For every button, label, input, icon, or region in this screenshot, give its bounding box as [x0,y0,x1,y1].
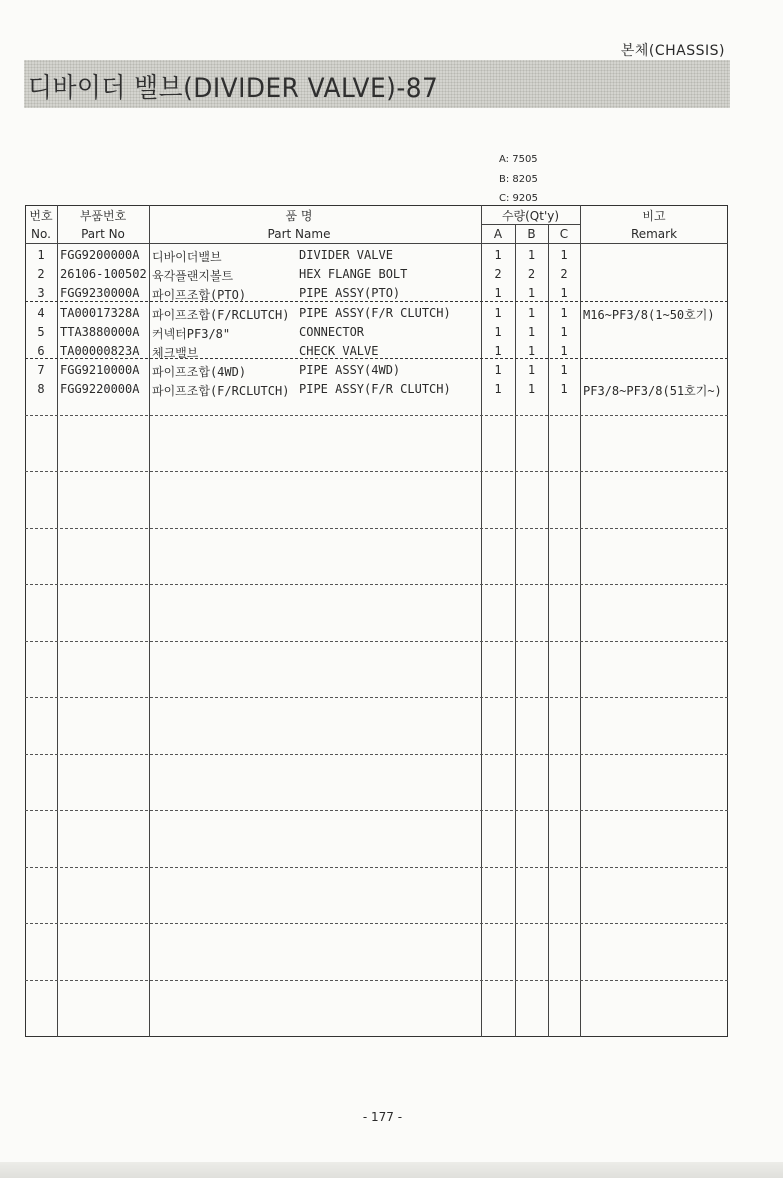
row-separator [25,528,728,529]
row-separator [25,641,728,642]
row-qty-c: 1 [560,382,568,396]
header-qty-a: A [493,227,503,241]
row-qty-c: 1 [560,286,568,300]
row-name-ko: 체크밸브 [152,346,199,360]
row-separator [25,980,728,981]
row-no: 5 [37,325,45,339]
row-no: 4 [37,306,45,320]
row-remark: PF3/8~PF3/8(51호기~) [583,384,722,398]
row-qty-b: 1 [527,306,536,320]
row-name-ko: 육각플랜지볼트 [152,269,234,283]
row-qty-a: 1 [494,363,502,377]
header-bottom-line [25,243,728,244]
header-qty: 수량(Qt'y) [501,209,560,223]
header-no-ko: 번호 [29,209,53,223]
row-name-ko: 커넥터PF3/8" [152,327,231,341]
row-name-ko: 파이프조합(F/RCLUTCH) [152,384,290,398]
row-part-no: FGG9230000A [60,286,140,300]
row-name-en: CONNECTOR [299,325,365,339]
model-codes [499,150,538,209]
header-partno-ko: 부품번호 [79,209,127,223]
row-name-ko: 파이프조합(PTO) [152,288,247,302]
row-part-no: TTA3880000A [60,325,140,339]
row-qty-b: 1 [527,325,536,339]
row-name-en: HEX FLANGE BOLT [299,267,408,281]
qty-subheader-line [481,224,580,225]
row-name-en: CHECK VALVE [299,344,379,358]
scan-edge [0,1162,783,1178]
row-qty-c: 1 [560,363,568,377]
row-qty-a: 2 [494,267,502,281]
row-qty-b: 2 [527,267,536,281]
row-name-ko: 파이프조합(4WD) [152,365,247,379]
header-qty-c: C [559,227,569,241]
model-code-c: C: 9205 [499,193,538,204]
row-no: 1 [37,248,45,262]
row-part-no: FGG9210000A [60,363,140,377]
row-separator [25,810,728,811]
row-qty-a: 1 [494,306,502,320]
model-code-a: A: 7505 [499,154,538,165]
row-separator [25,867,728,868]
header-name-ko: 품 명 [285,209,313,223]
row-qty-a: 1 [494,325,502,339]
row-name-en: PIPE ASSY(F/R CLUTCH) [299,306,451,320]
row-no: 2 [37,267,45,281]
row-no: 6 [37,344,45,358]
row-qty-c: 1 [560,344,568,358]
row-separator [25,697,728,698]
page-number: - 177 - [362,1110,403,1124]
row-qty-b: 1 [527,382,536,396]
header-qty-b: B [527,227,536,241]
header-partno-en: Part No [81,227,125,241]
row-no: 3 [37,286,45,300]
row-qty-c: 1 [560,325,568,339]
row-part-no: FGG9220000A [60,382,140,396]
group-separator [25,358,728,359]
group-separator [25,301,728,302]
header-remark-en: Remark [630,227,678,241]
row-name-ko: 파이프조합(F/RCLUTCH) [152,308,290,322]
row-qty-a: 1 [494,382,502,396]
row-name-en: PIPE ASSY(4WD) [299,363,401,377]
row-part-no: 26106-100502 [60,267,147,281]
header-name-en: Part Name [267,227,331,241]
row-no: 7 [37,363,45,377]
row-qty-c: 1 [560,306,568,320]
header-no-en: No. [31,227,51,241]
row-part-no: FGG9200000A [60,248,140,262]
model-code-b: B: 8205 [499,173,538,185]
row-separator [25,584,728,585]
row-qty-b: 1 [527,344,536,358]
row-name-en: PIPE ASSY(F/R CLUTCH) [299,382,451,396]
row-part-no: TA00000823A [60,344,140,358]
row-name-en: PIPE ASSY(PTO) [299,286,401,300]
row-separator [25,471,728,472]
header-remark-ko: 비고 [642,209,666,223]
row-no: 8 [37,382,45,396]
row-remark: M16~PF3/8(1~50호기) [583,308,715,322]
row-name-en: DIVIDER VALVE [299,248,393,262]
row-separator [25,415,728,416]
row-part-no: TA00017328A [60,306,140,320]
section-label: 본체(CHASSIS) [620,43,725,59]
row-qty-c: 2 [560,267,568,281]
row-qty-a: 1 [494,248,502,262]
page-title: 디바이더 밸브(DIVIDER VALVE)-87 [28,73,439,104]
col-divider [149,205,150,1037]
row-qty-a: 1 [494,286,502,300]
row-qty-c: 1 [560,248,568,262]
row-qty-a: 1 [494,344,502,358]
row-separator [25,754,728,755]
row-qty-b: 1 [527,363,536,377]
col-divider [580,205,581,1037]
col-divider [57,205,58,1037]
row-name-ko: 디바이더밸브 [152,250,222,264]
row-qty-b: 1 [527,248,536,262]
row-separator [25,923,728,924]
row-qty-b: 1 [527,286,536,300]
